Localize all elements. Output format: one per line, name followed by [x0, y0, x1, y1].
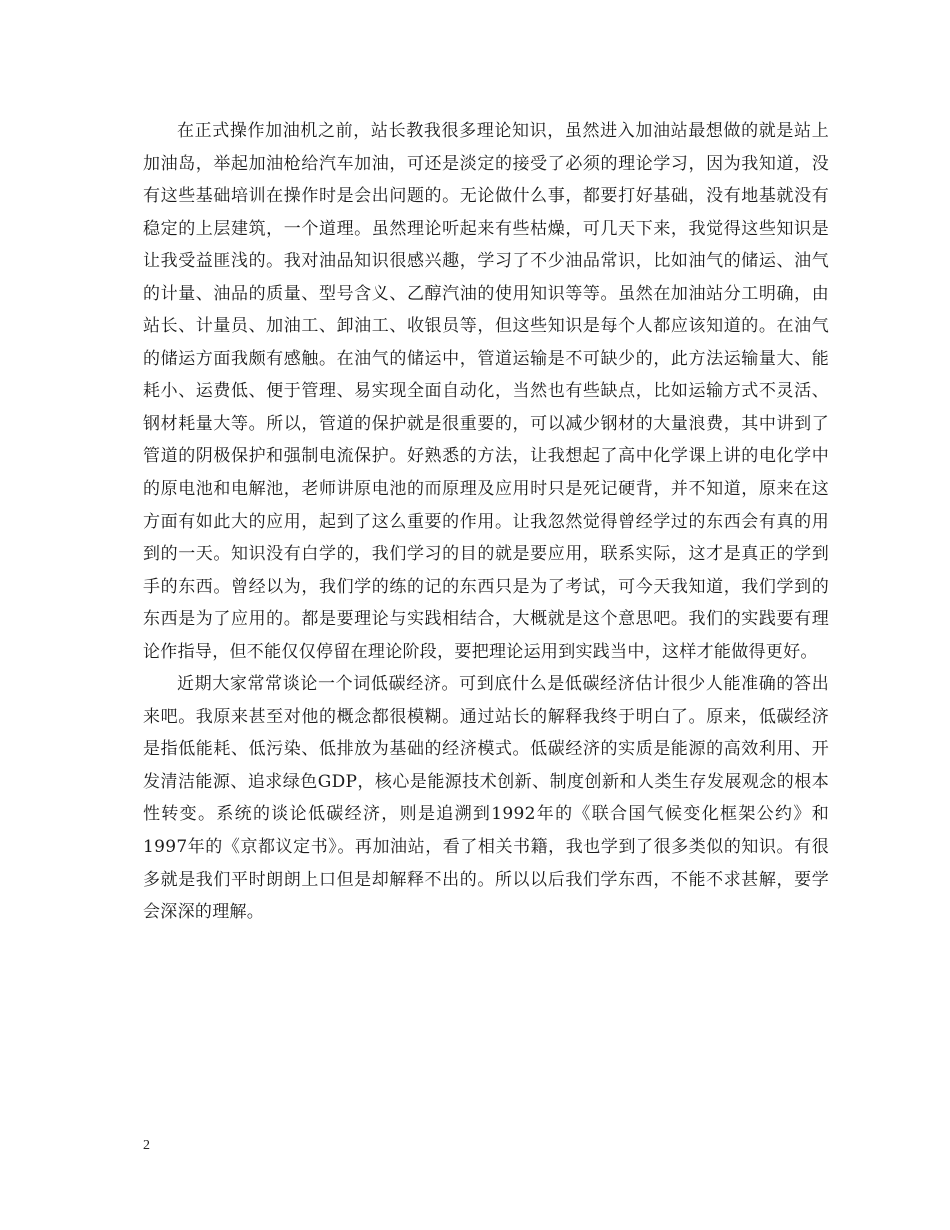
- paragraph: 近期大家常常谈论一个词低碳经济。可到底什么是低碳经济估计很少人能准确的答出来吧。我原来甚至对他的概念都很模糊。通过站长的解释我终于明白了。原来，低碳经济是指低能耗、低污染、低排放为基础的经济模式。低碳经济的实质是能源的高效利用、开发清洁能源、追求绿色GDP，核心是能源技术创新、制度创新和人类生存发展观念的根本性转变。系统的谈论低碳经济，则是追溯到1992年的《联合国气候变化框架公约》和1997年的《京都议定书》。再加油站，看了相关书籍，我也学到了很多类似的知识。有很多就是我们平时朗朗上口但是却解释不出的。所以以后我们学东西，不能不求甚解，要学会深深的理解。: [143, 674, 829, 923]
- page-number: 2: [143, 1138, 150, 1153]
- document-body: [143, 115, 829, 929]
- paragraph: 在正式操作加油机之前，站长教我很多理论知识，虽然进入加油站最想做的就是站上加油岛，举起加油枪给汽车加油，可还是淡定的接受了必须的理论学习，因为我知道，没有这些基础培训在操作时是会出问题的。无论做什么事，都要打好基础，没有地基就没有稳定的上层建筑，一个道理。虽然理论听起来有些枯燥，可几天下来，我觉得这些知识是让我受益匪浅的。我对油品知识很感兴趣，学习了不少油品常识，比如油气的储运、油气的计量、油品的质量、型号含义、乙醇汽油的使用知识等等。虽然在加油站分工明确，由站长、计量员、加油工、卸油工、收银员等，但这些知识是每个人都应该知道的。在油气的储运方面我颇有感触。在油气的储运中，管道运输是不可缺少的，此方法运输量大、能耗小、运费低、便于管理、易实现全面自动化，当然也有些缺点，比如运输方式不灵活、钢材耗量大等。所以，管道的保护就是很重要的，可以减少钢材的大量浪费，其中讲到了管道的阴极保护和强制电流保护。好熟悉的方法，让我想起了高中化学课上讲的电化学中的原电池和电解池，老师讲原电池的而原理及应用时只是死记硬背，并不知道，原来在这方面有如此大的应用，起到了这么重要的作用。让我忽然觉得曾经学过的东西会有真的用到的一天。知识没有白学的，我们学习的目的就是要应用，联系实际，这才是真正的学到手的东西。曾经以为，我们学的练的记的东西只是为了考试，可今天我知道，我们学到的东西是为了应用的。都是要理论与实践相结合，大概就是这个意思吧。我们的实践要有理论作指导，但不能仅仅停留在理论阶段，要把理论运用到实践当中，这样才能做得更好。: [143, 121, 829, 662]
